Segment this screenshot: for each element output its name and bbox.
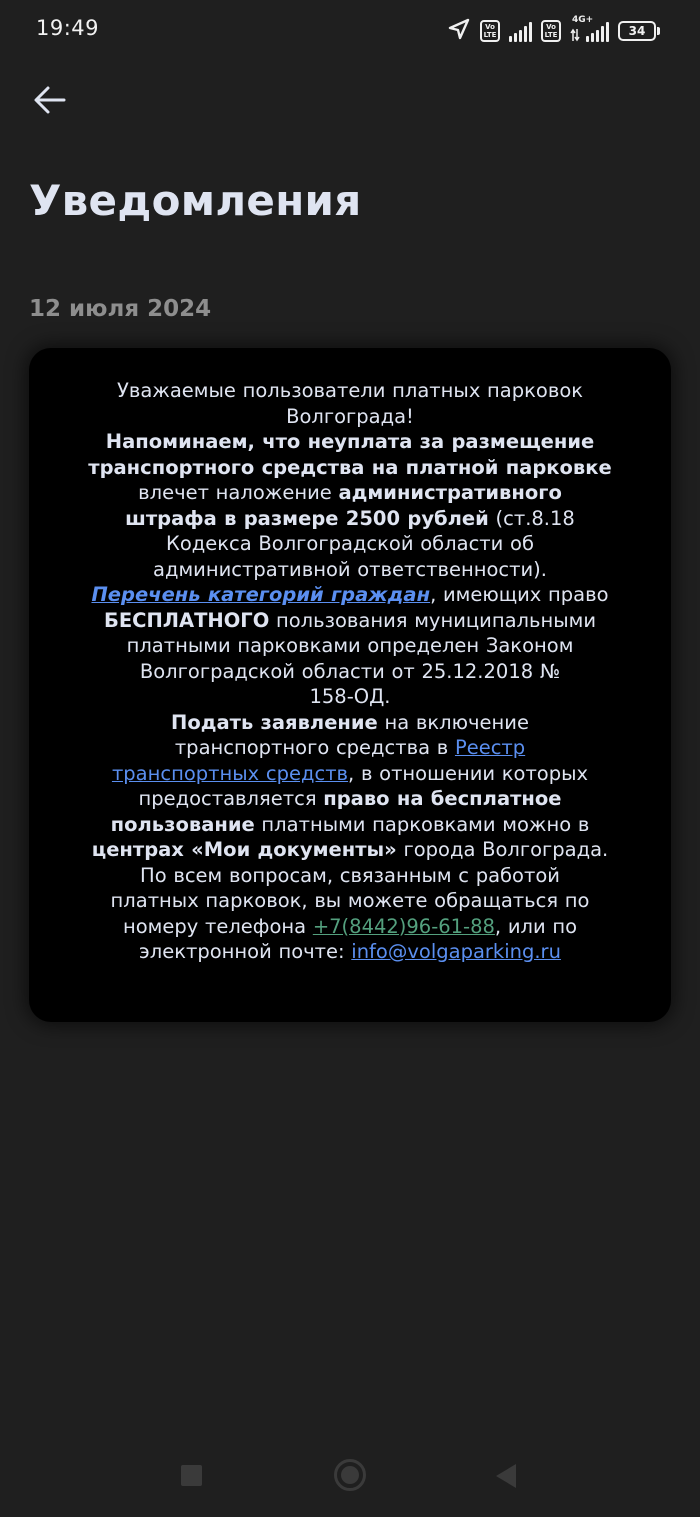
notice-text-bold: Подать заявление — [171, 710, 378, 734]
status-icons — [447, 15, 660, 44]
mobile-data-icon — [570, 15, 609, 42]
volte-top-text: Vo — [485, 23, 495, 31]
arrow-left-icon — [33, 85, 67, 115]
system-nav-bar — [0, 1440, 700, 1517]
notice-text-bold: административного — [338, 481, 562, 504]
notice-text: 158-ОД. — [309, 685, 391, 708]
vehicle-registry-link[interactable]: Реестр — [454, 736, 526, 759]
triangle-back-icon[interactable] — [496, 1464, 516, 1488]
square-icon[interactable] — [181, 1465, 202, 1486]
phone-link[interactable]: +7(8442)96-61-88 — [312, 914, 495, 938]
battery-level: 34 — [618, 21, 656, 41]
network-type-label: 4G+ — [572, 15, 594, 25]
notice-text-bold: Напоминаем, что — [105, 430, 308, 453]
volte-bottom-text: LTE — [544, 31, 558, 39]
signal-strength-icon-sim1 — [509, 20, 532, 42]
notice-date: 12 июля 2024 — [29, 296, 212, 322]
notice-text: предоставляется — [138, 787, 324, 810]
status-bar — [0, 0, 700, 62]
notice-text: на включение — [377, 710, 529, 734]
notice-text: электронной почте: — [139, 940, 352, 963]
notice-text-bold: штрафа в размере 2500 рублей — [125, 506, 489, 530]
back-button[interactable] — [28, 78, 72, 122]
notice-text: По всем вопросам, связанным с работой — [140, 863, 560, 887]
volte-top-text: Vo — [546, 23, 556, 31]
status-time: 19:49 — [36, 16, 100, 40]
notice-text: административной ответственности). — [153, 557, 547, 581]
volte-bottom-text: LTE — [483, 31, 497, 39]
notice-text-bold: право на бесплатное — [323, 787, 562, 810]
notice-text: транспортного средства в — [174, 736, 455, 759]
notice-text: платными парковками определен Законом — [126, 634, 574, 657]
notice-text: Уважаемые пользователи платных парковок — [116, 379, 584, 402]
notice-text: платных парковок, вы можете обращаться по — [110, 889, 590, 912]
notice-text: Кодекса Волгоградской области об — [166, 532, 534, 555]
citizen-categories-link[interactable]: Перечень категорий граждан — [91, 583, 431, 606]
volte-badge-sim2 — [541, 20, 561, 42]
notice-text-bold: центрах «Мои документы» — [91, 838, 397, 861]
notice-text-bold: БЕСПЛАТНОГО — [103, 608, 270, 632]
vehicle-registry-link-continued[interactable]: транспортных средств — [111, 761, 349, 785]
notice-text-bold: транспортного средства на платной парковке — [88, 455, 612, 479]
notice-text-bold: неуплата за размещение — [307, 430, 595, 453]
notice-text: , имеющих право — [430, 583, 609, 606]
circle-icon[interactable] — [334, 1459, 366, 1491]
notice-text: , или по — [494, 914, 578, 938]
battery-icon — [618, 21, 660, 41]
location-arrow-icon — [447, 17, 471, 45]
notice-text: , в отношении которых — [348, 761, 589, 785]
notice-text: номеру телефона — [122, 914, 313, 938]
notice-text-bold: пользование — [110, 812, 255, 836]
notice-text: влечет наложение — [138, 481, 339, 504]
notice-text: пользования муниципальными — [269, 608, 597, 632]
notice-text: Волгограда! — [286, 404, 414, 428]
notice-text: (ст.8.18 — [488, 506, 575, 530]
email-link[interactable]: info@volgaparking.ru — [351, 940, 561, 963]
notice-text: платными парковками можно в — [254, 812, 590, 836]
page-title: Уведомления — [29, 176, 362, 225]
notice-card — [29, 348, 671, 1022]
notice-text: города Волгограда. — [396, 838, 609, 861]
data-arrows-icon — [570, 28, 580, 42]
volte-badge-sim1 — [480, 20, 500, 42]
notice-body — [69, 378, 631, 965]
notice-text: Волгоградской области от 25.12.2018 № — [139, 659, 561, 683]
